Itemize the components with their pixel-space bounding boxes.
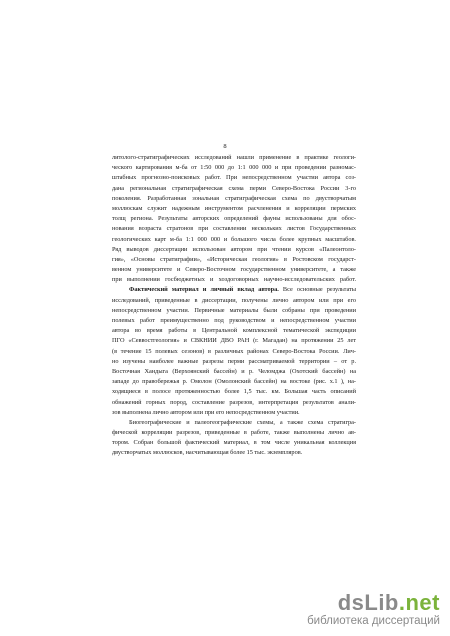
text-line: западе до правобережья р. Омолон (Омолонский бассейн) на востоке (рис. х.1 ), на- <box>112 378 356 386</box>
watermark-subtitle: библиотека диссертаций <box>307 615 440 627</box>
text-line: автора во время работы в Центральной комплексной тематической экспедиции <box>112 327 356 335</box>
text-line: нования возраста стратонов при составлении нескольких листов Государственных <box>112 225 356 233</box>
text-line: (в течение 15 полевых сезонов) в различных районах Северо-Востока России. Лич- <box>112 347 356 355</box>
watermark-logo-main: dsLib <box>337 590 399 615</box>
page-number: 8 <box>223 143 227 150</box>
text-line: двустворчатых моллюсков, насчитывающая более 15 тыс. экземпляров. <box>112 449 303 457</box>
text-line: литолого-стратиграфических исследований нашли применение в практике геологи- <box>112 154 356 161</box>
text-line: тором. Собран большой фактический материал, в том числе уникальная коллекция <box>112 439 356 447</box>
text-line: ческого картирования м-ба от 1:50 000 до 1:1 000 000 и при проведении разномас- <box>112 164 356 172</box>
watermark-logo-accent: .net <box>398 590 440 615</box>
text-line: Восточная Хандыга (Верхоянский бассейн) и р. Челомджа (Охотский бассейн) на <box>112 367 356 375</box>
text-line: обнажений горных пород, составление разрезов, интерпретация результатов анали- <box>112 398 356 406</box>
text-line: штабных прогнозно-поисковых работ. При непосредственном участии автора соз- <box>112 174 356 182</box>
text-line <box>112 285 356 295</box>
text-line: поколения. Разработанная зональная стратиграфическая схема по двустворчатым <box>112 194 356 202</box>
text-line: исследований, приведенные в диссертации, получены лично автором или при его <box>112 296 356 304</box>
text-line-content: Все основные результаты <box>278 286 356 294</box>
text-line: гия», «Основы стратиграфии», «Историческая геология» в Ростовском государст- <box>112 255 356 263</box>
text-line: ПГО «Севвостгеология» и СВКНИИ ДВО РАН (г. Магадан) на протяжении 25 лет <box>112 337 356 345</box>
text-line: моллюскам служит надежным инструментом расчленения и корреляции пермских <box>112 204 356 212</box>
text-line: венном университете и Северо-Восточном государственном университете, а также <box>112 266 356 274</box>
watermark[interactable] <box>307 592 440 628</box>
text-line: фической корреляции разрезов, приведенные в работе, также выполнены лично ав- <box>112 429 356 437</box>
text-line: но изучены наиболее важные разрезы перми рассматриваемой территории – от р. <box>112 357 356 365</box>
text-line: ходящиеся в полосе протяженностью более 1,5 тыс. км. Большая часть описаний <box>112 388 356 396</box>
text-line: Ряд выводов диссертации использован автором при чтении курсов «Палеонтоло- <box>112 245 356 253</box>
document-body <box>112 153 356 459</box>
text-line: дана региональная стратиграфическая схема перми Северо-Востока России 3-го <box>112 184 356 192</box>
watermark-logo <box>307 592 440 614</box>
text-line: зов выполнена лично автором или при его непосредственном участии. <box>112 408 300 416</box>
text-line: толщ региона. Результаты авторских определений фауны использованы для обос- <box>112 215 356 223</box>
text-line: полевых работ преимущественно под руководством и непосредственном участии <box>112 317 356 324</box>
section-heading: Фактический материал и личный вклад автора. <box>129 286 279 294</box>
text-line: геологических карт м-ба 1:1 000 000 и большого числа более крупных масштабов. <box>112 235 356 243</box>
text-line: Биогеографические и палеогеографические схемы, а также схема стратигра- <box>129 418 356 426</box>
text-line: непосредственном участии. Первичные материалы были собраны при проведении <box>112 306 356 314</box>
text-line: при выполнении госбюджетных и хоздоговорных научно-исследовательских работ. <box>112 276 356 284</box>
